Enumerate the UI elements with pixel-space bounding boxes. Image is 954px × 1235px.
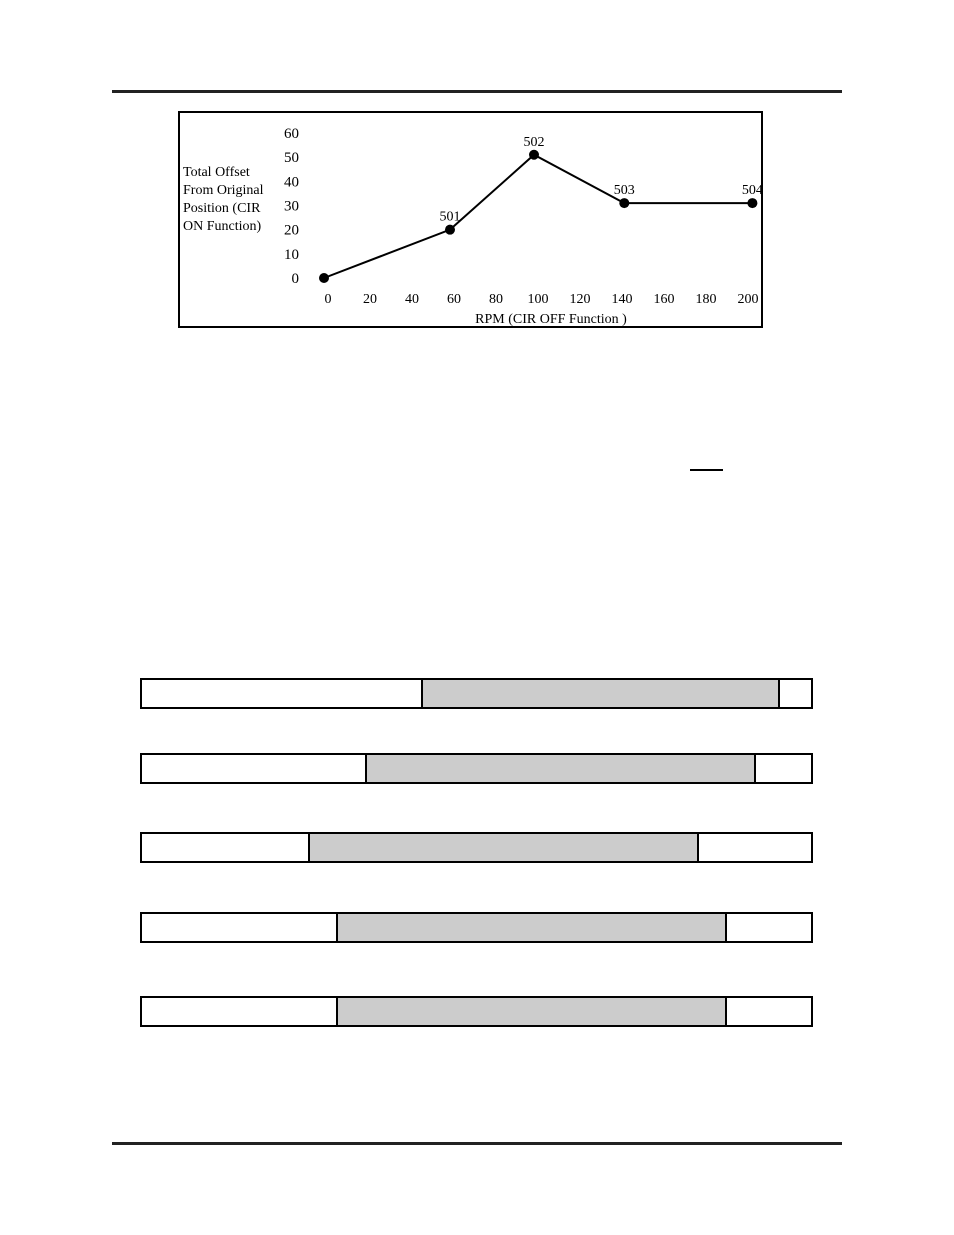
- bar-row-5: [140, 996, 813, 1027]
- x-tick-label-5: 100: [527, 292, 549, 307]
- underline-mark: [690, 469, 723, 471]
- bar-2-segment-2: [365, 755, 756, 782]
- x-tick-label-6: 120: [569, 292, 591, 307]
- y-axis-label-line-2: From Original: [183, 183, 264, 198]
- data-point-4: [747, 198, 757, 208]
- y-tick-label-1: 10: [284, 246, 299, 263]
- bar-1-segment-2: [421, 680, 780, 707]
- bar-3-segment-2: [308, 834, 699, 861]
- x-tick-label-3: 60: [447, 292, 461, 307]
- y-tick-label-6: 60: [284, 126, 299, 142]
- bar-5-segment-1: [142, 998, 336, 1025]
- x-tick-label-10: 200: [737, 292, 759, 307]
- bar-5-segment-3: [727, 998, 811, 1025]
- y-tick-label-3: 30: [284, 198, 299, 215]
- data-point-label-4: 504: [741, 183, 763, 199]
- x-tick-label-0: 0: [324, 292, 332, 307]
- y-axis-label-line-4: ON Function): [183, 219, 262, 234]
- bar-3-segment-1: [142, 834, 308, 861]
- data-point-2: [529, 150, 539, 160]
- bar-row-3: [140, 832, 813, 863]
- x-axis-label: RPM (CIR OFF Function ): [475, 312, 627, 327]
- data-point-1: [445, 225, 455, 235]
- bar-row-4: [140, 912, 813, 943]
- x-tick-label-8: 160: [653, 292, 675, 307]
- x-tick-label-9: 180: [695, 292, 717, 307]
- bar-1-segment-1: [142, 680, 421, 707]
- x-tick-label-7: 140: [611, 292, 633, 307]
- bar-4-segment-2: [336, 914, 727, 941]
- bar-5-segment-2: [336, 998, 727, 1025]
- x-tick-label-1: 20: [363, 292, 377, 307]
- y-tick-label-5: 50: [284, 150, 299, 167]
- y-axis-label-line-3: Position (CIR: [183, 201, 261, 216]
- bar-4-segment-3: [727, 914, 811, 941]
- y-axis-label-line-1: Total Offset: [183, 165, 250, 180]
- y-tick-label-4: 40: [284, 174, 299, 191]
- data-point-label-2: 502: [523, 134, 545, 150]
- bar-2-segment-1: [142, 755, 365, 782]
- y-tick-label-2: 20: [284, 222, 299, 239]
- bar-row-2: [140, 753, 813, 784]
- series-line-0: [324, 155, 752, 278]
- bar-4-segment-1: [142, 914, 336, 941]
- bar-row-1: [140, 678, 813, 709]
- bar-3-segment-3: [699, 834, 811, 861]
- bar-1-segment-3: [780, 680, 811, 707]
- data-point-label-3: 503: [613, 183, 635, 199]
- y-tick-label-0: 0: [291, 271, 299, 287]
- x-tick-label-2: 40: [405, 292, 419, 307]
- data-point-3: [619, 198, 629, 208]
- data-point-label-1: 501: [439, 209, 461, 225]
- bar-2-segment-3: [756, 755, 811, 782]
- data-point-0: [319, 273, 329, 283]
- x-tick-label-4: 80: [489, 292, 503, 307]
- footer-rule: [112, 1142, 842, 1145]
